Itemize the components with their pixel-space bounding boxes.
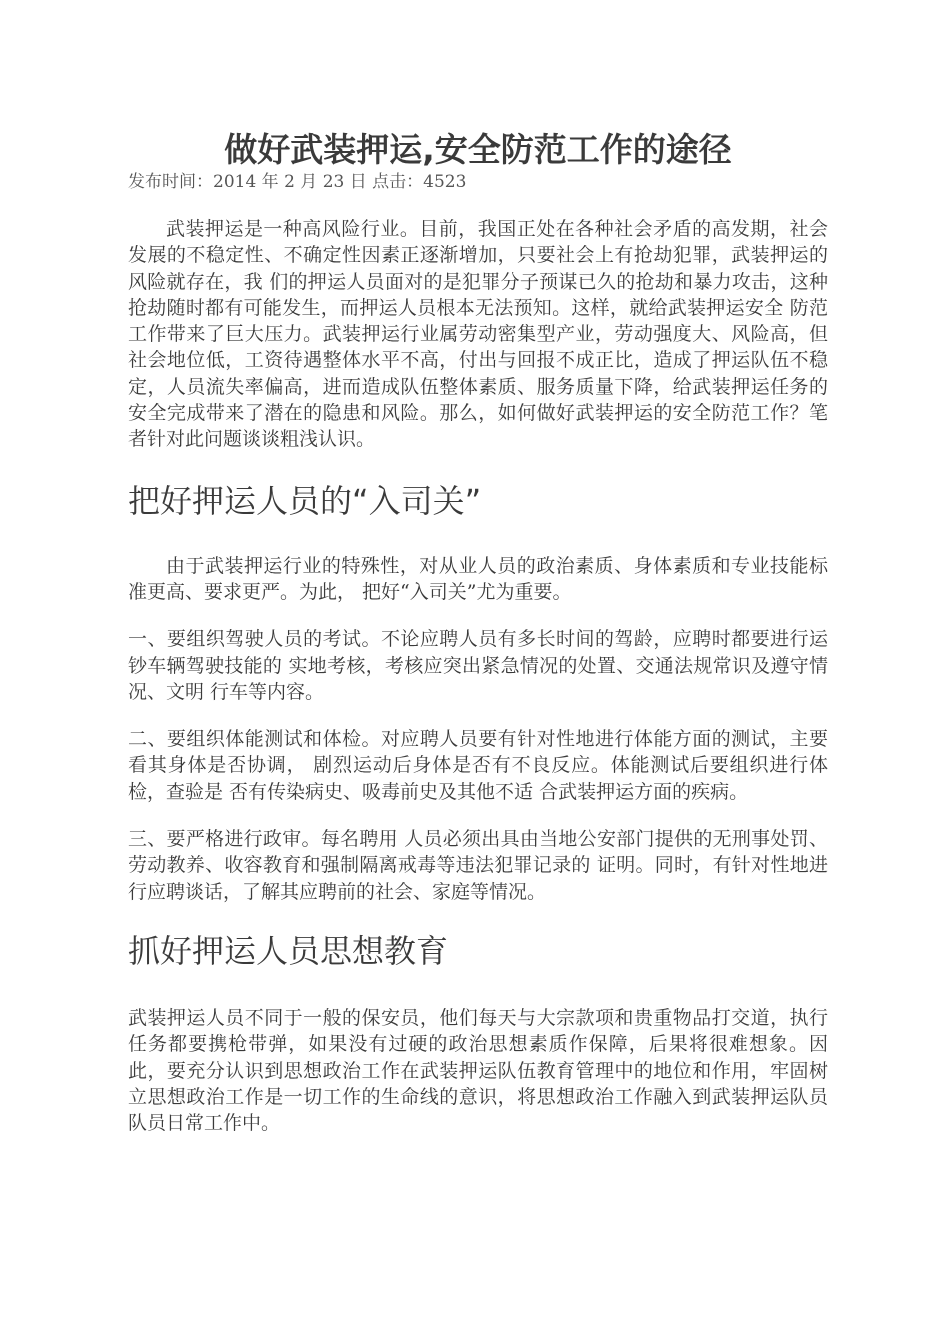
section-heading-entry-check: 把好押运人员的“入司关” (128, 481, 482, 520)
section1-paragraph-intro: 由于武装押运行业的特殊性，对从业人员的政治素质、身体素质和专业技能标准更高、要求更严。为此， 把好“入司关”尤为重要。 (128, 554, 828, 603)
publish-meta: 发布时间：2014 年 2 月 23 日 点击：4523 (128, 172, 467, 192)
section2-paragraph-ideology: 武装押运人员不同于一般的保安员，他们每天与大宗款项和贵重物品打交道，执行任务都要携枪带弹，如果没有过硬的政治思想素质作保障，后果将很难想象。因此，要充分认识到思想政治工作在武装押运队伍教育管理中的地位和作用，牢固树立思想政治工作是一切工作的生命线的意识，将思想政治工作融入到武装押运队员队员日常工作中。 (128, 1006, 828, 1135)
section-heading-ideology-education: 抓好押运人员思想教育 (128, 931, 449, 970)
section1-paragraph-driving-exam: 一、要组织驾驶人员的考试。不论应聘人员有多长时间的驾龄，应聘时都要进行运钞车辆驾驶技能的 实地考核，考核应突出紧急情况的处置、交通法规常识及遵守情况、文明 行车等内容。 (128, 628, 828, 703)
document-page (128, 128, 828, 1136)
page-title: 做好武装押运,安全防范工作的途径 (224, 130, 732, 169)
section1-paragraph-fitness-test: 二、要组织体能测试和体检。对应聘人员要有针对性地进行体能方面的测试，主要看其身体是否协调， 剧烈运动后身体是否有不良反应。体能测试后要组织进行体检，查验是 否有传染病史、吸毒前史及其他不适 合武装押运方面的疾病。 (128, 728, 828, 803)
intro-paragraph: 武装押运是一种高风险行业。目前，我国正处在各种社会矛盾的高发期，社会发展的不稳定性、不确定性因素正逐渐增加，只要社会上有抢劫犯罪，武装押运的风险就存在，我 们的押运人员面对的是犯罪分子预谋已久的抢劫和暴力攻击，这种抢劫随时都有可能发生，而押运人员根本无法预知。这样，就给武装押运安全 防范工作带来了巨大压力。武装押运行业属劳动密集型产业，劳动强度大、风险高，但社会地位低，工资待遇整体水平不高，付出与回报不成正比，造成了押运队伍不稳定，人员流失率偏高，进而造成队伍整体素质、服务质量下降，给武装押运任务的安全完成带来了潜在的隐患和风险。那么，如何做好武装押运的安全防范工作？笔者针对此问题谈谈粗浅认识。 (128, 218, 828, 451)
section1-paragraph-political-review: 三、要严格进行政审。每名聘用 人员必须出具由当地公安部门提供的无刑事处罚、劳动教养、收容教育和强制隔离戒毒等违法犯罪记录的 证明。同时，有针对性地进行应聘谈话，了解其应聘前的社会、家庭等情况。 (128, 828, 828, 903)
